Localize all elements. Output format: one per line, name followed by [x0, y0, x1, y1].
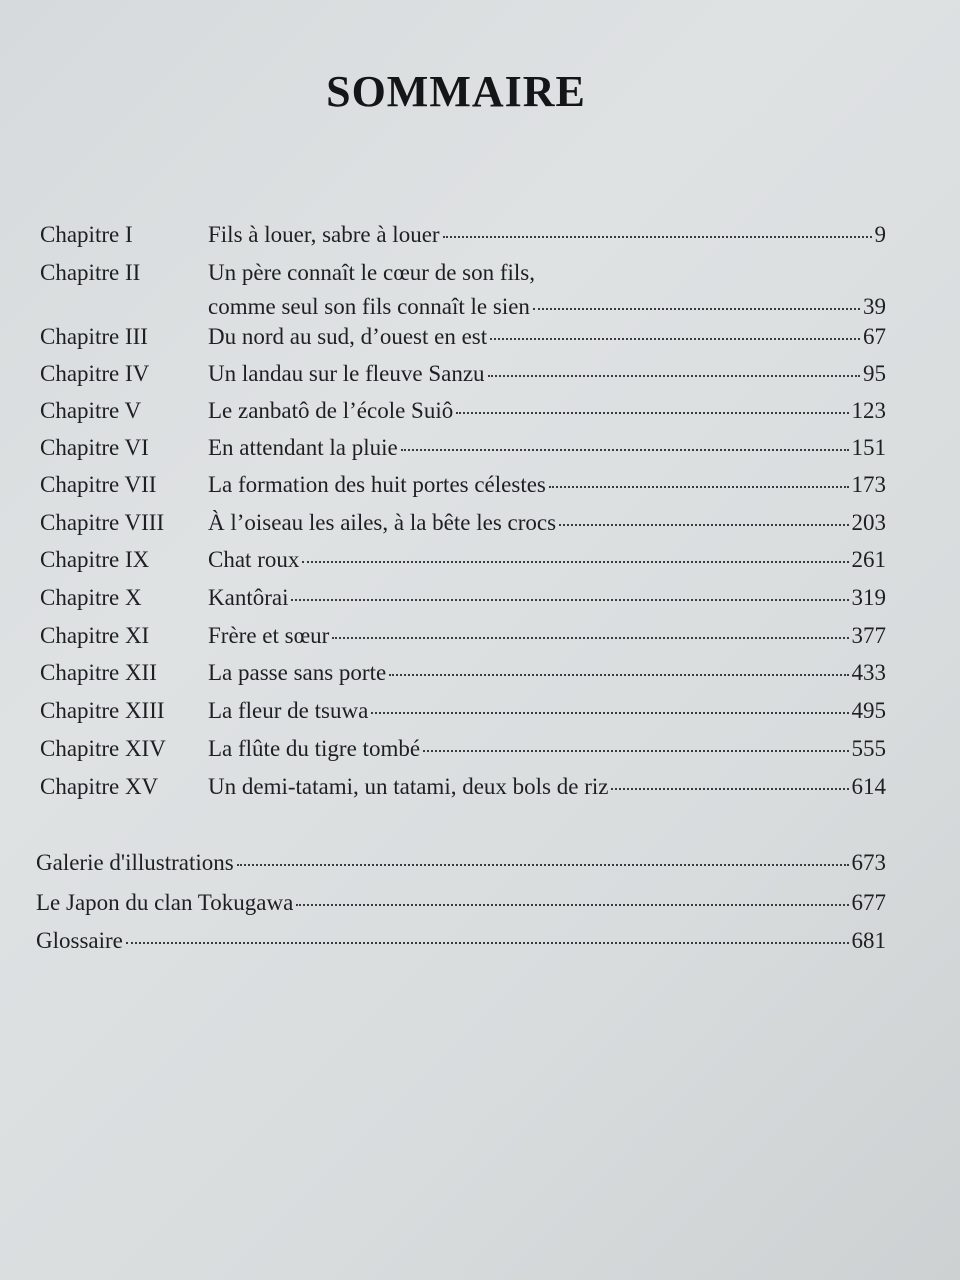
toc-entry — [0, 732, 960, 766]
toc-back-entry — [0, 886, 960, 920]
chapter-title-line1: Un père connaît le cœur de son fils, — [208, 260, 536, 285]
chapter-title: La formation des huit portes célestes — [208, 472, 546, 497]
dot-leader — [332, 619, 848, 639]
dot-leader — [237, 846, 849, 866]
dot-leader — [488, 357, 860, 377]
chapter-label: Chapitre II — [40, 260, 141, 285]
page-number: 203 — [851, 510, 886, 535]
chapter-title: Kantôrai — [208, 585, 289, 610]
toc-entry — [0, 357, 960, 391]
section-title: Le Japon du clan Tokugawa — [36, 890, 294, 915]
dot-leader — [611, 770, 848, 790]
chapter-title: Du nord au sud, d’ouest en est — [208, 324, 488, 349]
chapter-label: Chapitre XI — [40, 623, 150, 648]
dot-leader — [389, 656, 848, 676]
dot-leader — [291, 581, 848, 601]
page-number: 677 — [851, 890, 886, 915]
chapter-label: Chapitre X — [40, 585, 142, 610]
dot-leader — [443, 218, 872, 238]
page-number: 95 — [863, 361, 886, 386]
toc-entry — [0, 256, 960, 324]
toc-entry — [0, 506, 960, 540]
toc-back-entry — [0, 924, 960, 958]
toc-back-entry — [0, 846, 960, 880]
dot-leader — [549, 468, 849, 488]
page-number: 433 — [851, 660, 886, 685]
chapter-title: Un demi-tatami, un tatami, deux bols de riz — [208, 774, 609, 799]
chapter-label: Chapitre VI — [40, 435, 149, 460]
page-number: 495 — [851, 698, 886, 723]
dot-leader — [423, 732, 848, 752]
chapter-label: Chapitre VII — [40, 472, 157, 497]
page-number: 377 — [851, 623, 886, 648]
dot-leader — [401, 431, 849, 451]
dot-leader — [302, 543, 848, 563]
chapter-label: Chapitre III — [40, 324, 148, 349]
toc-entry — [0, 770, 960, 804]
chapter-title: Chat roux — [208, 547, 300, 572]
dot-leader — [456, 394, 848, 414]
chapter-title: La flûte du tigre tombé — [208, 736, 421, 761]
dot-leader — [533, 290, 860, 310]
toc-entry — [0, 581, 960, 615]
page-number: 9 — [874, 222, 886, 247]
toc-entry — [0, 694, 960, 728]
page-number: 681 — [851, 928, 886, 953]
chapter-label: Chapitre VIII — [40, 510, 165, 535]
toc-entry — [0, 468, 960, 502]
section-title: Galerie d'illustrations — [36, 850, 234, 875]
chapter-title: Un landau sur le fleuve Sanzu — [208, 361, 485, 386]
chapter-title: Fils à louer, sabre à louer — [208, 222, 440, 247]
toc-entry — [0, 431, 960, 465]
chapter-label: Chapitre I — [40, 222, 133, 247]
toc-entry — [0, 218, 960, 252]
dot-leader — [371, 694, 848, 714]
chapter-label: Chapitre XIII — [40, 698, 165, 723]
toc-entry — [0, 394, 960, 428]
chapter-title: comme seul son fils connaît le sien — [208, 294, 530, 319]
chapter-label: Chapitre IV — [40, 361, 150, 386]
chapter-label: Chapitre XV — [40, 774, 159, 799]
dot-leader — [490, 320, 860, 340]
chapter-label: Chapitre IX — [40, 547, 150, 572]
chapter-title: La fleur de tsuwa — [208, 698, 369, 723]
chapter-title: En attendant la pluie — [208, 435, 398, 460]
chapter-title: Frère et sœur — [208, 623, 330, 648]
page-title: SOMMAIRE — [326, 67, 586, 116]
toc-entry — [0, 543, 960, 577]
chapter-title: La passe sans porte — [208, 660, 387, 685]
page-number: 39 — [863, 294, 886, 319]
page-number: 123 — [851, 398, 886, 423]
page-number: 319 — [851, 585, 886, 610]
chapter-title: Le zanbatô de l’école Suiô — [208, 398, 454, 423]
chapter-title: À l’oiseau les ailes, à la bête les crocs — [208, 510, 557, 535]
page-number: 261 — [851, 547, 886, 572]
chapter-label: Chapitre XII — [40, 660, 157, 685]
page-number: 555 — [851, 736, 886, 761]
chapter-label: Chapitre XIV — [40, 736, 166, 761]
page-number: 673 — [851, 850, 886, 875]
page-number: 173 — [851, 472, 886, 497]
dot-leader — [126, 924, 849, 944]
toc-entry — [0, 656, 960, 690]
section-title: Glossaire — [36, 928, 123, 953]
page-number: 151 — [851, 435, 886, 460]
page-number: 614 — [851, 774, 886, 799]
chapter-label: Chapitre V — [40, 398, 142, 423]
dot-leader — [559, 506, 848, 526]
toc-entry — [0, 320, 960, 354]
dot-leader — [296, 886, 848, 906]
toc-entry — [0, 619, 960, 653]
page-number: 67 — [863, 324, 886, 349]
